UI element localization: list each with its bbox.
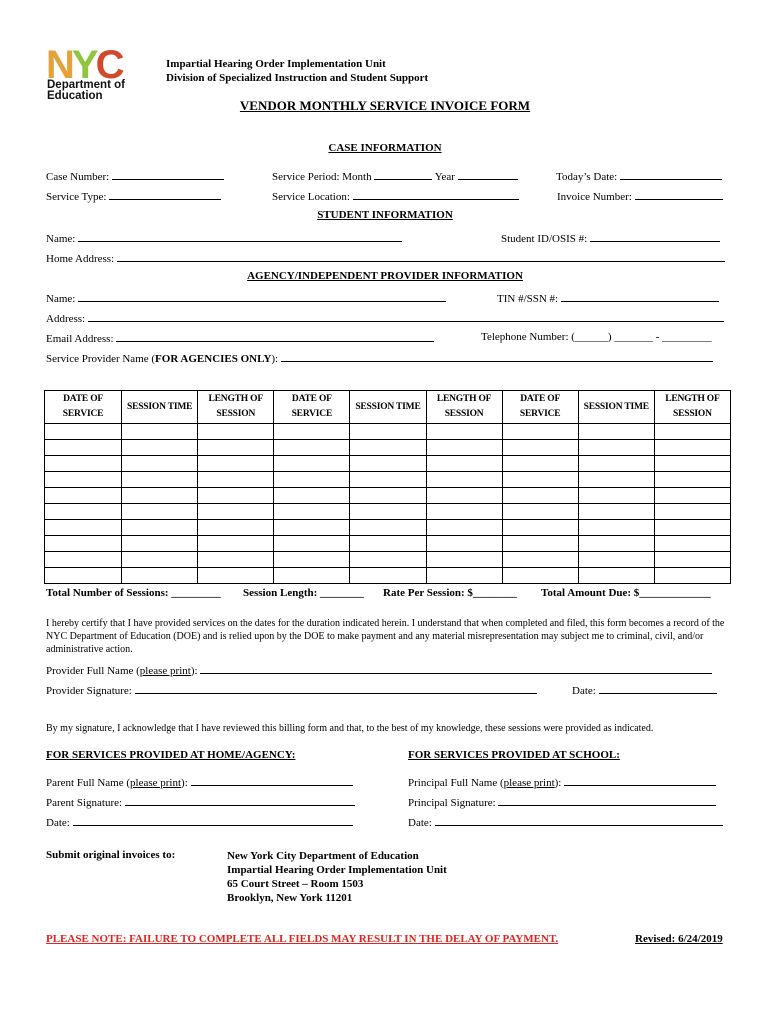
principal-full-name-field[interactable] xyxy=(408,775,716,789)
session-cell[interactable] xyxy=(502,456,578,472)
session-cell[interactable] xyxy=(654,552,730,568)
session-cell[interactable] xyxy=(122,472,198,488)
student-id-field[interactable] xyxy=(501,231,720,245)
nyc-logo xyxy=(46,46,146,82)
parent-signature-label: Parent Signature: xyxy=(46,797,123,809)
session-cell[interactable] xyxy=(502,424,578,440)
session-cell[interactable] xyxy=(198,488,274,504)
principal-signature-label: Principal Signature: xyxy=(408,797,496,809)
agency-name-field[interactable] xyxy=(46,291,446,305)
session-cell[interactable] xyxy=(122,488,198,504)
session-cell[interactable] xyxy=(45,568,122,584)
provider-full-name-line[interactable] xyxy=(200,663,712,674)
session-cell[interactable] xyxy=(45,504,122,520)
col-length-of-session: LENGTH OF SESSION xyxy=(198,391,274,424)
session-cell[interactable] xyxy=(45,520,122,536)
service-provider-label-suffix: ): xyxy=(271,353,279,365)
session-cell[interactable] xyxy=(122,440,198,456)
invoice-number-line[interactable] xyxy=(635,189,723,200)
session-row xyxy=(45,568,731,584)
logo-letter-y: Y xyxy=(71,46,96,82)
session-cell[interactable] xyxy=(350,440,426,456)
provider-date-label: Date: xyxy=(572,685,596,697)
service-provider-label-prefix: Service Provider Name ( xyxy=(46,353,156,365)
logo-line-1: Department of xyxy=(47,79,125,91)
session-cell[interactable] xyxy=(578,424,654,440)
session-row xyxy=(45,536,731,552)
principal-date-field[interactable] xyxy=(408,815,723,829)
home-agency-heading: FOR SERVICES PROVIDED AT HOME/AGENCY: xyxy=(46,749,296,761)
parent-signature-field[interactable] xyxy=(46,795,355,809)
case-info-heading: CASE INFORMATION xyxy=(328,142,442,154)
acknowledgement-text: By my signature, I acknowledge that I have reviewed this billing form and that, to the best of my knowledge, these sessions were provided as indicated. xyxy=(46,723,654,734)
submit-address-line-4: Brooklyn, New York 11201 xyxy=(227,892,353,904)
provider-signature-line[interactable] xyxy=(135,683,537,694)
col-session-time: SESSION TIME xyxy=(578,391,654,424)
payment-delay-note: PLEASE NOTE: FAILURE TO COMPLETE ALL FIELDS MAY RESULT IN THE DELAY OF PAYMENT. xyxy=(46,933,559,945)
student-name-field[interactable] xyxy=(46,231,402,245)
parent-please-print: please print xyxy=(130,777,182,789)
service-period-field[interactable] xyxy=(272,169,518,183)
col-date-of-service: DATE OF SERVICE xyxy=(274,391,350,424)
session-cell[interactable] xyxy=(122,456,198,472)
unit-name: Impartial Hearing Order Implementation Unit xyxy=(166,58,386,70)
parent-name-suffix: ): xyxy=(181,777,188,789)
parent-signature-line[interactable] xyxy=(125,795,355,806)
session-row xyxy=(45,424,731,440)
home-address-line[interactable] xyxy=(117,251,725,262)
division-name: Division of Specialized Instruction and Student Support xyxy=(166,72,429,84)
session-cell[interactable] xyxy=(502,568,578,584)
session-cell[interactable] xyxy=(350,472,426,488)
provider-signature-label: Provider Signature: xyxy=(46,685,132,697)
provider-name-prefix: Provider Full Name ( xyxy=(46,665,140,677)
session-cell[interactable] xyxy=(502,440,578,456)
session-cell[interactable] xyxy=(502,520,578,536)
session-cell[interactable] xyxy=(122,552,198,568)
sessions-table xyxy=(44,390,731,584)
session-cell[interactable] xyxy=(654,472,730,488)
email-label: Email Address: xyxy=(46,333,114,345)
session-row xyxy=(45,472,731,488)
session-cell[interactable] xyxy=(198,424,274,440)
col-length-of-session: LENGTH OF SESSION xyxy=(654,391,730,424)
col-session-time: SESSION TIME xyxy=(350,391,426,424)
session-cell[interactable] xyxy=(122,520,198,536)
session-cell[interactable] xyxy=(45,456,122,472)
session-cell[interactable] xyxy=(578,504,654,520)
session-cell[interactable] xyxy=(350,552,426,568)
agency-info-heading: AGENCY/INDEPENDENT PROVIDER INFORMATION xyxy=(247,270,523,282)
provider-signature-field[interactable] xyxy=(46,683,537,697)
principal-signature-line[interactable] xyxy=(498,795,716,806)
session-cell[interactable] xyxy=(654,488,730,504)
session-cell[interactable] xyxy=(274,568,350,584)
principal-date-line[interactable] xyxy=(435,815,723,826)
service-provider-line[interactable] xyxy=(281,351,713,362)
parent-full-name-line[interactable] xyxy=(191,775,353,786)
session-cell[interactable] xyxy=(578,488,654,504)
principal-full-name-line[interactable] xyxy=(564,775,716,786)
provider-please-print: please print xyxy=(139,665,191,677)
session-cell[interactable] xyxy=(426,424,502,440)
session-cell[interactable] xyxy=(274,488,350,504)
submit-address-line-2: Impartial Hearing Order Implementation Unit xyxy=(227,864,447,876)
home-address-field[interactable] xyxy=(46,251,725,265)
agency-address-line[interactable] xyxy=(88,311,724,322)
principal-name-prefix: Principal Full Name ( xyxy=(408,777,504,789)
provider-date-line[interactable] xyxy=(599,683,717,694)
session-cell[interactable] xyxy=(122,536,198,552)
email-field[interactable] xyxy=(46,331,434,345)
principal-date-label: Date: xyxy=(408,817,432,829)
logo-letter-c: C xyxy=(95,46,122,82)
session-cell[interactable] xyxy=(274,536,350,552)
logo-letter-n: N xyxy=(46,46,72,82)
student-name-line[interactable] xyxy=(78,231,402,242)
session-cell[interactable] xyxy=(274,440,350,456)
parent-full-name-field[interactable] xyxy=(46,775,353,789)
session-cell[interactable] xyxy=(274,472,350,488)
session-row xyxy=(45,552,731,568)
session-cell[interactable] xyxy=(350,520,426,536)
todays-date-field[interactable] xyxy=(556,169,722,183)
submit-label: Submit original invoices to: xyxy=(46,849,176,861)
session-cell[interactable] xyxy=(426,520,502,536)
total-sessions-field[interactable]: Total Number of Sessions: _________ xyxy=(46,587,221,599)
session-cell[interactable] xyxy=(274,456,350,472)
session-cell[interactable] xyxy=(578,472,654,488)
col-date-of-service: DATE OF SERVICE xyxy=(45,391,122,424)
session-cell[interactable] xyxy=(198,504,274,520)
session-length-field[interactable]: Session Length: ________ xyxy=(243,587,365,599)
session-cell[interactable] xyxy=(654,440,730,456)
provider-full-name-field[interactable] xyxy=(46,663,712,677)
session-cell[interactable] xyxy=(350,536,426,552)
session-cell[interactable] xyxy=(654,536,730,552)
todays-date-line[interactable] xyxy=(620,169,722,180)
session-cell[interactable] xyxy=(350,424,426,440)
invoice-number-label: Invoice Number: xyxy=(557,191,632,203)
session-row xyxy=(45,520,731,536)
session-cell[interactable] xyxy=(274,552,350,568)
service-type-label: Service Type: xyxy=(46,191,107,203)
student-name-label: Name: xyxy=(46,233,76,245)
session-cell[interactable] xyxy=(502,536,578,552)
session-cell[interactable] xyxy=(45,472,122,488)
provider-name-suffix: ): xyxy=(190,665,198,677)
form-title: VENDOR MONTHLY SERVICE INVOICE FORM xyxy=(239,98,531,113)
session-cell[interactable] xyxy=(198,520,274,536)
tin-label: TIN #/SSN #: xyxy=(497,293,559,305)
service-period-label: Service Period: Month xyxy=(272,171,372,183)
session-cell[interactable] xyxy=(198,568,274,584)
parent-date-label: Date: xyxy=(46,817,70,829)
session-cell[interactable] xyxy=(122,568,198,584)
parent-name-prefix: Parent Full Name ( xyxy=(46,777,131,789)
todays-date-label: Today’s Date: xyxy=(556,171,618,183)
telephone-field[interactable]: Telephone Number: (______) _______ - _________ xyxy=(481,331,712,343)
session-cell[interactable] xyxy=(426,440,502,456)
session-cell[interactable] xyxy=(426,552,502,568)
invoice-number-field[interactable] xyxy=(557,189,723,203)
logo-line-2: Education xyxy=(47,90,103,102)
session-cell[interactable] xyxy=(198,440,274,456)
session-cell[interactable] xyxy=(502,552,578,568)
session-cell[interactable] xyxy=(45,440,122,456)
session-cell[interactable] xyxy=(654,568,730,584)
tin-field[interactable] xyxy=(497,291,719,305)
session-row xyxy=(45,488,731,504)
case-number-label: Case Number: xyxy=(46,171,110,183)
tin-line[interactable] xyxy=(561,291,719,302)
parent-date-field[interactable] xyxy=(46,815,353,829)
agency-name-label: Name: xyxy=(46,293,76,305)
session-cell[interactable] xyxy=(578,552,654,568)
session-cell[interactable] xyxy=(274,424,350,440)
session-cell[interactable] xyxy=(578,440,654,456)
certification-text: I hereby certify that I have provided services on the dates for the duration indicated herein. I understand that when completed and filed, this form becomes a record of the NYC Department of Education (DOE) and is relied upon by the DOE to make payment and any material misrepresentation may subject me to criminal, civil, and/or administrative action. xyxy=(46,618,725,655)
session-cell[interactable] xyxy=(578,568,654,584)
agency-address-field[interactable] xyxy=(46,311,724,325)
session-cell[interactable] xyxy=(198,552,274,568)
session-cell[interactable] xyxy=(350,488,426,504)
provider-date-field[interactable] xyxy=(572,683,717,697)
case-number-field[interactable] xyxy=(46,169,224,183)
service-provider-field[interactable] xyxy=(46,351,713,365)
principal-please-print: please print xyxy=(503,777,555,789)
principal-name-suffix: ): xyxy=(554,777,562,789)
session-cell[interactable] xyxy=(122,504,198,520)
service-location-label: Service Location: xyxy=(272,191,350,203)
agency-address-label: Address: xyxy=(46,313,86,325)
session-cell[interactable] xyxy=(578,520,654,536)
service-location-line[interactable] xyxy=(353,189,519,200)
session-cell[interactable] xyxy=(654,424,730,440)
agency-name-line[interactable] xyxy=(78,291,446,302)
service-month-line[interactable] xyxy=(374,169,432,180)
session-cell[interactable] xyxy=(502,488,578,504)
session-cell[interactable] xyxy=(45,536,122,552)
session-cell[interactable] xyxy=(274,504,350,520)
case-number-line[interactable] xyxy=(112,169,224,180)
student-id-line[interactable] xyxy=(590,231,720,242)
session-cell[interactable] xyxy=(198,456,274,472)
email-line[interactable] xyxy=(116,331,434,342)
service-type-field[interactable] xyxy=(46,189,221,203)
home-address-label: Home Address: xyxy=(46,253,115,265)
session-cell[interactable] xyxy=(350,568,426,584)
service-type-line[interactable] xyxy=(109,189,221,200)
session-cell[interactable] xyxy=(45,488,122,504)
session-cell[interactable] xyxy=(502,472,578,488)
student-info-heading: STUDENT INFORMATION xyxy=(317,209,453,221)
session-cell[interactable] xyxy=(426,568,502,584)
session-cell[interactable] xyxy=(274,520,350,536)
session-cell[interactable] xyxy=(426,536,502,552)
col-session-time: SESSION TIME xyxy=(122,391,198,424)
session-cell[interactable] xyxy=(198,536,274,552)
session-cell[interactable] xyxy=(198,472,274,488)
session-cell[interactable] xyxy=(426,472,502,488)
session-cell[interactable] xyxy=(350,456,426,472)
session-cell[interactable] xyxy=(426,488,502,504)
session-cell[interactable] xyxy=(350,504,426,520)
sessions-table-body xyxy=(45,424,731,584)
submit-address-line-3: 65 Court Street – Room 1503 xyxy=(227,878,364,890)
session-cell[interactable] xyxy=(654,520,730,536)
session-cell[interactable] xyxy=(122,424,198,440)
year-label: Year xyxy=(434,171,455,183)
session-row xyxy=(45,440,731,456)
submit-address-line-1: New York City Department of Education xyxy=(227,850,419,862)
col-date-of-service: DATE OF SERVICE xyxy=(502,391,578,424)
session-cell[interactable] xyxy=(654,504,730,520)
service-year-line[interactable] xyxy=(458,169,518,180)
service-location-field[interactable] xyxy=(272,189,519,203)
principal-signature-field[interactable] xyxy=(408,795,716,809)
session-cell[interactable] xyxy=(654,456,730,472)
agencies-only-label: FOR AGENCIES ONLY xyxy=(155,353,272,365)
svg-text:NYC xyxy=(46,46,124,82)
session-cell[interactable] xyxy=(502,504,578,520)
session-cell[interactable] xyxy=(578,456,654,472)
rate-per-session-field[interactable]: Rate Per Session: $________ xyxy=(383,587,517,599)
student-id-label: Student ID/OSIS #: xyxy=(501,233,588,245)
sessions-table-header xyxy=(45,391,731,424)
session-row xyxy=(45,456,731,472)
col-length-of-session: LENGTH OF SESSION xyxy=(426,391,502,424)
session-cell[interactable] xyxy=(45,424,122,440)
revised-date: Revised: 6/24/2019 xyxy=(635,933,723,945)
parent-date-line[interactable] xyxy=(73,815,353,826)
session-cell[interactable] xyxy=(426,504,502,520)
total-amount-due-field[interactable]: Total Amount Due: $_____________ xyxy=(541,587,711,599)
session-cell[interactable] xyxy=(578,536,654,552)
school-heading: FOR SERVICES PROVIDED AT SCHOOL: xyxy=(408,749,620,761)
session-row xyxy=(45,504,731,520)
session-cell[interactable] xyxy=(45,552,122,568)
submit-address xyxy=(227,849,447,905)
session-cell[interactable] xyxy=(426,456,502,472)
